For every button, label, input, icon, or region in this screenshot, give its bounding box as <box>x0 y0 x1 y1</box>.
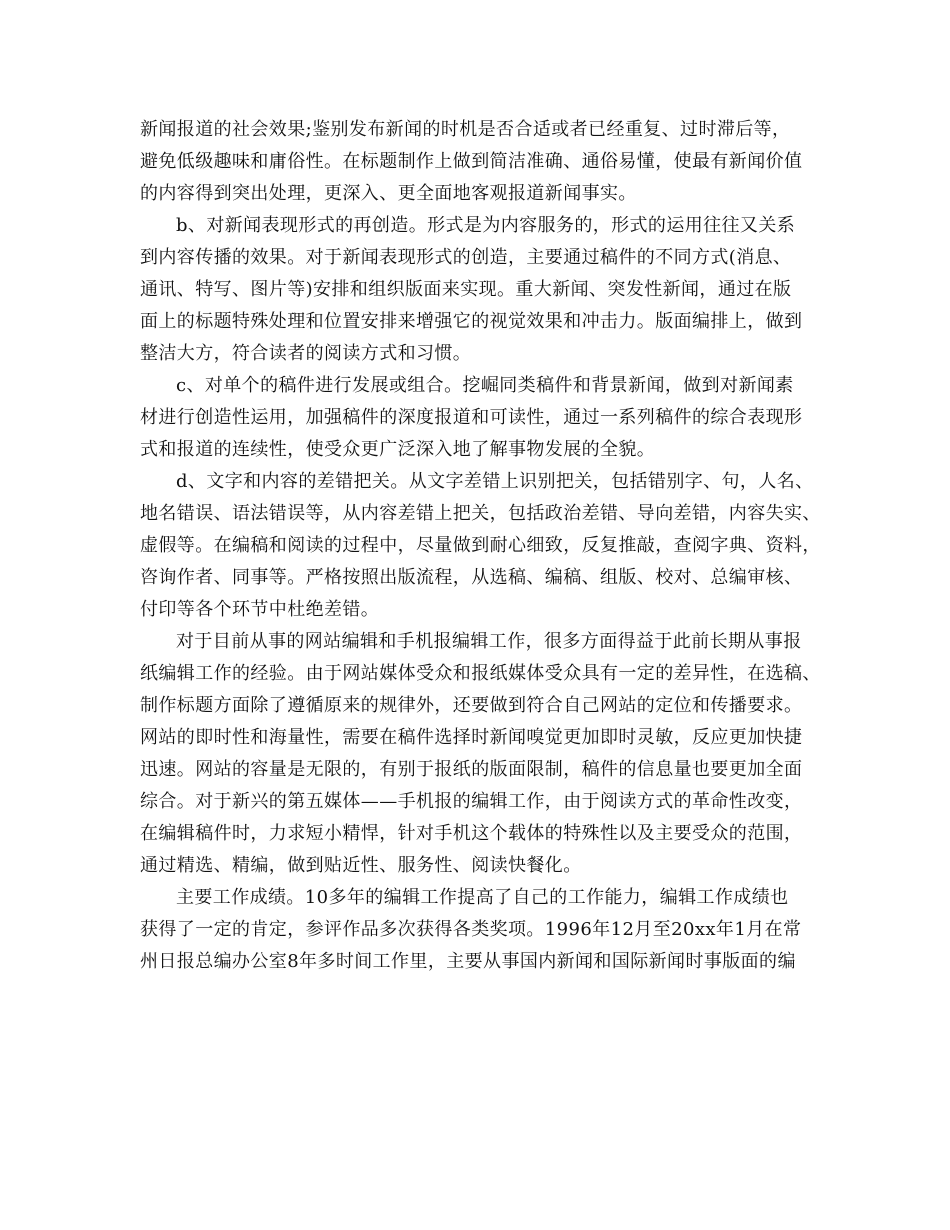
text-line: 获得了一定的肯定，参评作品多次获得各类奖项。1996年12月至20xx年1月在常 <box>140 919 802 940</box>
text-line: 迅速。网站的容量是无限的，有别于报纸的版面限制，稿件的信息量也要更加全面 <box>140 759 803 780</box>
text-line: 虚假等。在编稿和阅读的过程中，尽量做到耐心细致，反复推敲，查阅字典、资料， <box>140 535 821 556</box>
text-line: 在编辑稿件时，力求短小精悍，针对手机这个载体的特殊性以及主要受众的范围， <box>140 823 803 844</box>
text-line: 网站的即时性和海量性，需要在稿件选择时新闻嗅觉更加即时灵敏，反应更加快捷 <box>140 727 803 748</box>
paragraph-first-line: 对于目前从事的网站编辑和手机报编辑工作，很多方面得益于此前长期从事报 <box>176 631 802 652</box>
paragraph-first-line: b、对新闻表现形式的再创造。形式是为内容服务的，形式的运用往往又关系 <box>176 215 796 236</box>
text-line: 整洁大方，符合读者的阅读方式和习惯。 <box>140 343 472 364</box>
text-line: 通讯、特写、图片等)安排和组织版面来实现。重大新闻、突发性新闻，通过在版 <box>140 279 792 300</box>
text-line: 通过精选、精编，做到贴近性、服务性、阅读快餐化。 <box>140 855 582 876</box>
text-line: 到内容传播的效果。对于新闻表现形式的创造，主要通过稿件的不同方式(消息、 <box>140 247 792 268</box>
text-line: 综合。对于新兴的第五媒体——手机报的编辑工作，由于阅读方式的革命性改变， <box>140 791 803 812</box>
text-line: 制作标题方面除了遵循原来的规律外，还要做到符合自己网站的定位和传播要求。 <box>140 695 803 716</box>
text-line: 咨询作者、同事等。严格按照出版流程，从选稿、编稿、组版、校对、总编审核、 <box>140 567 803 588</box>
text-line: 州日报总编办公室8年多时间工作里，主要从事国内新闻和国际新闻时事版面的编 <box>140 951 796 972</box>
paragraph-first-line: c、对单个的稿件进行发展或组合。挖崛同类稿件和背景新闻，做到对新闻素 <box>176 375 794 396</box>
text-line: 的内容得到突出处理，更深入、更全面地客观报道新闻事实。 <box>140 183 637 204</box>
text-line: 式和报道的连续性，使受众更广泛深入地了解事物发展的全貌。 <box>140 439 656 460</box>
text-line: 面上的标题特殊处理和位置安排来增强它的视觉效果和冲击力。版面编排上，做到 <box>140 311 803 332</box>
paragraph-first-line: 主要工作成绩。10多年的编辑工作提高了自己的工作能力，编辑工作成绩也 <box>176 887 789 908</box>
text-line: 纸编辑工作的经验。由于网站媒体受众和报纸媒体受众具有一定的差异性，在选稿、 <box>140 663 821 684</box>
paragraph-first-line: d、文字和内容的差错把关。从文字差错上识别把关，包括错别字、句，人名、 <box>176 471 814 492</box>
text-line: 地名错误、语法错误等，从内容差错上把关，包括政治差错、导向差错，内容失实、 <box>140 503 821 524</box>
document-body <box>140 114 830 978</box>
text-line: 避免低级趣味和庸俗性。在标题制作上做到简洁准确、通俗易懂，使最有新闻价值 <box>140 151 803 172</box>
text-line: 材进行创造性运用，加强稿件的深度报道和可读性，通过一系列稿件的综合表现形 <box>140 407 803 428</box>
text-line: 付印等各个环节中杜绝差错。 <box>140 599 380 620</box>
text-line: 新闻报道的社会效果;鉴别发布新闻的时机是否合适或者已经重复、过时滞后等， <box>140 119 791 140</box>
